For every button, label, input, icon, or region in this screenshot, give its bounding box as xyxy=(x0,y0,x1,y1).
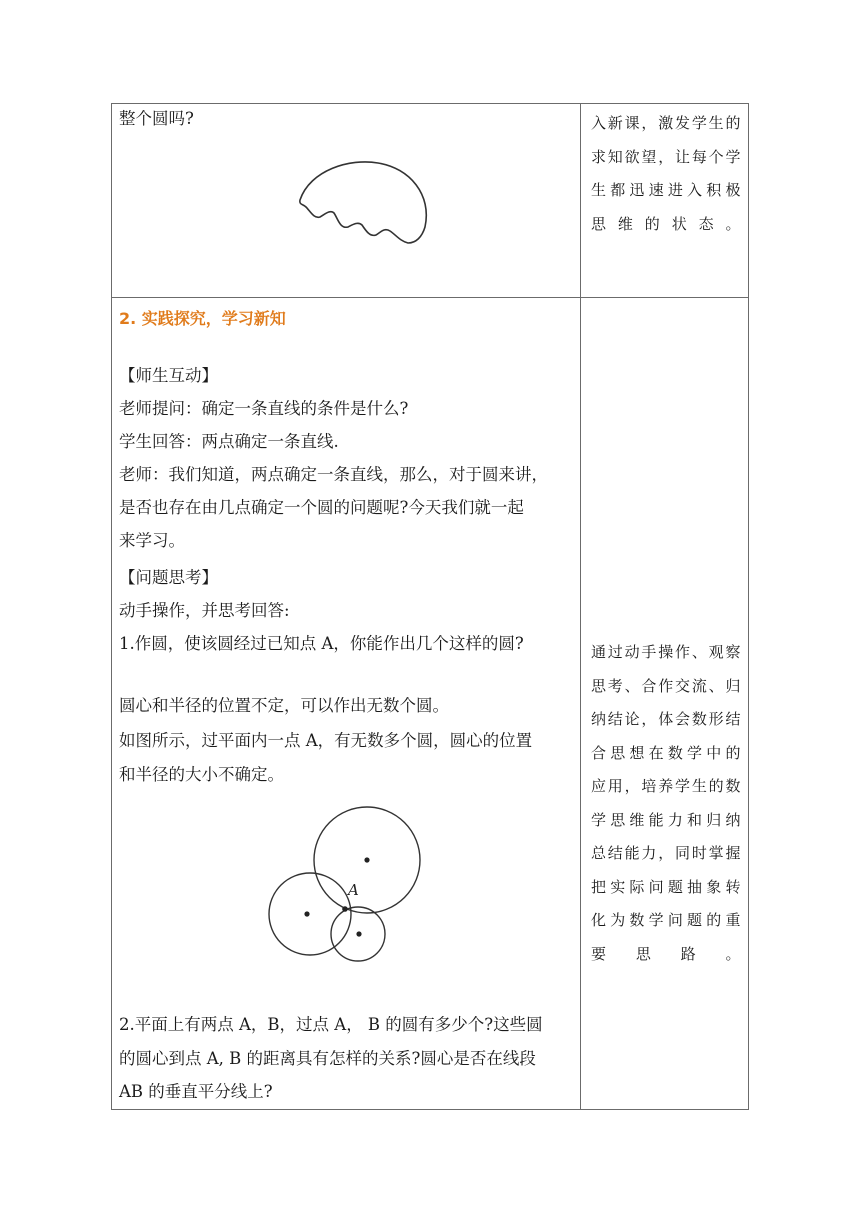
left-circle xyxy=(269,873,351,955)
center-dot-large xyxy=(364,857,369,862)
row1-right-text xyxy=(591,107,741,241)
student-answer: 学生回答：两点确定一条直线. xyxy=(119,432,339,451)
question-2-line1: 2.平面上有两点 A，B，过点 A， B 的圆有多少个?这些圆 xyxy=(119,1015,543,1034)
broken-circle-figure xyxy=(290,155,440,250)
circles-figure xyxy=(255,800,435,975)
row2-right-line: 把实际问题抽象转 xyxy=(591,877,741,896)
answer-1: 圆心和半径的位置不定，可以作出无数个圆。 xyxy=(119,696,449,715)
row2-right-line: 总结能力，同时掌握 xyxy=(591,844,741,862)
center-dot-small xyxy=(356,931,361,936)
question-2-line3: AB 的垂直平分线上? xyxy=(119,1082,273,1101)
subheading-interaction: 【师生互动】 xyxy=(119,366,218,385)
row2-right-line: 化为数学问题的重 xyxy=(591,911,741,929)
row2-right-line: 合思想在数学中的 xyxy=(591,743,741,762)
point-a xyxy=(342,906,348,912)
row2-right-line: 学思维能力和归纳 xyxy=(591,810,741,829)
row2-right-line: 通过动手操作、观察 xyxy=(591,643,741,661)
teacher-text-line2: 是否也存在由几点确定一个圆的问题呢?今天我们就一起 xyxy=(119,498,524,517)
row1-left-text: 整个圆吗? xyxy=(119,109,194,128)
answer-2-line2: 和半径的大小不确定。 xyxy=(119,765,284,784)
question-1: 1.作圆，使该圆经过已知点 A，你能作出几个这样的圆? xyxy=(119,634,524,653)
center-dot-left xyxy=(304,911,309,916)
teacher-text-line3: 来学习。 xyxy=(119,531,185,550)
row2-right-text xyxy=(591,636,741,971)
row2-right-line: 要思路。 xyxy=(591,944,741,963)
question-2-line2: 的圆心到点 A, B 的距离具有怎样的关系?圆心是否在线段 xyxy=(119,1049,536,1068)
row1-right-line: 求知欲望，让每个学 xyxy=(591,147,741,166)
row2-right-line: 纳结论，体会数形结 xyxy=(591,710,741,728)
row1-right-line: 生都迅速进入积极 xyxy=(591,181,741,199)
answer-2-line1: 如图所示，过平面内一点 A，有无数多个圆，圆心的位置 xyxy=(119,731,533,750)
section-heading: 2. 实践探究，学习新知 xyxy=(119,309,286,328)
point-a-label: A xyxy=(348,881,359,899)
row2-right-line: 思考、合作交流、归 xyxy=(591,676,741,695)
column-divider xyxy=(580,103,581,1110)
instruction: 动手操作，并思考回答: xyxy=(119,601,290,620)
teacher-question: 老师提问：确定一条直线的条件是什么? xyxy=(119,399,409,418)
subheading-thinking: 【问题思考】 xyxy=(119,568,218,587)
row1-right-line: 入新课，激发学生的 xyxy=(591,114,741,132)
row-divider xyxy=(111,297,749,298)
row2-right-line: 应用，培养学生的数 xyxy=(591,777,741,795)
row1-right-line: 思维的状态。 xyxy=(591,214,741,233)
teacher-text-line1: 老师：我们知道，两点确定一条直线，那么，对于圆来讲， xyxy=(119,465,548,484)
